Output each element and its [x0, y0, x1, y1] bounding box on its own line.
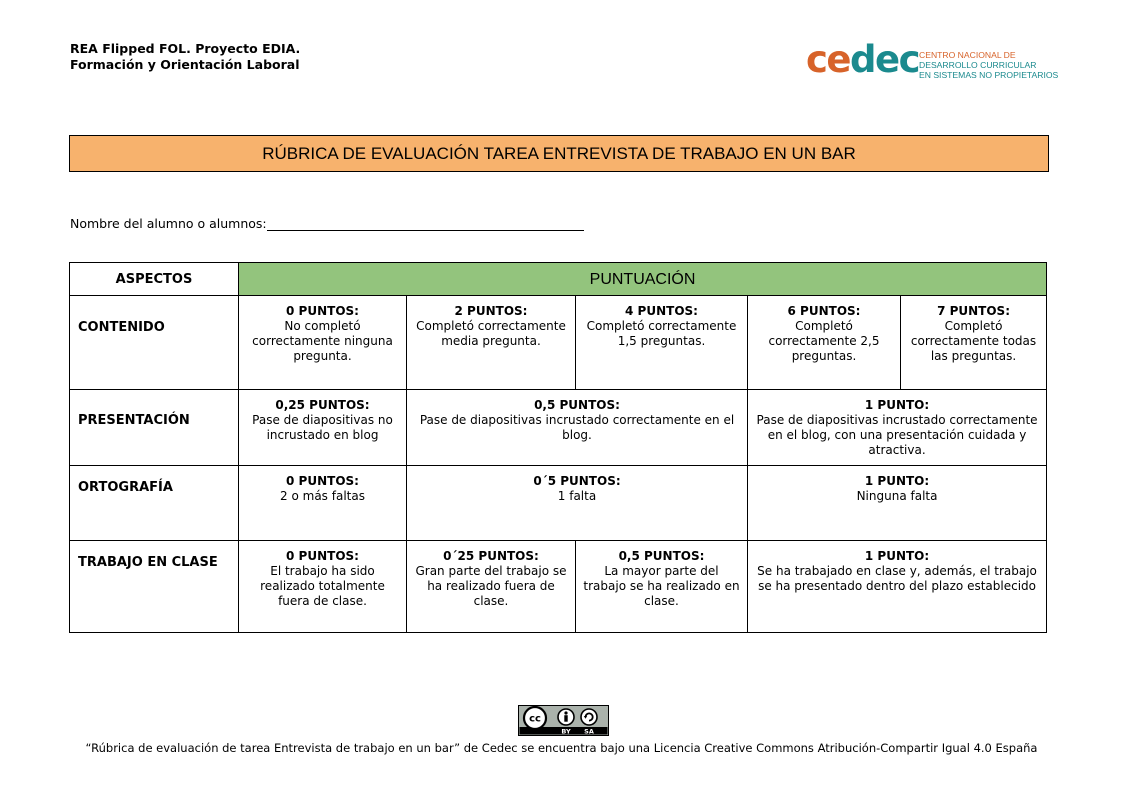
table-row-trabajo: [70, 541, 1047, 633]
score-header: PUNTUACIÓN: [239, 263, 1047, 296]
logo-caption-line-2: DESARROLLO CURRICULAR: [919, 60, 1037, 70]
score-cell: 0 PUNTOS: El trabajo ha sido realizado totalmente fuera de clase.: [239, 541, 407, 633]
score-cell: 0 PUNTOS: 2 o más faltas: [239, 466, 407, 541]
header-project-line: REA Flipped FOL. Proyecto EDIA.: [70, 41, 301, 56]
aspect-trabajo-en-clase: TRABAJO EN CLASE: [70, 541, 239, 633]
rubric-title: RÚBRICA DE EVALUACIÓN TAREA ENTREVISTA DE TRABAJO EN UN BAR: [69, 135, 1049, 172]
aspect-ortografia: ORTOGRAFÍA: [70, 466, 239, 541]
license-footer: “Rúbrica de evaluación de tarea Entrevista de trabajo en un bar” de Cedec se encuentra bajo una Licencia Creative Commons Atribución-Compartir Igual 4.0 España: [85, 741, 1038, 755]
cedec-logo: [806, 38, 1059, 81]
score-cell: 1 PUNTO: Se ha trabajado en clase y, además, el trabajo se ha presentado dentro del plazo establecido: [748, 541, 1047, 633]
table-row-presentacion: [70, 390, 1047, 466]
cedec-logo-wordmark: cedec: [806, 38, 920, 81]
document-header: [70, 41, 300, 73]
score-cell: 1 PUNTO: Ninguna falta: [748, 466, 1047, 541]
score-cell: 4 PUNTOS: Completó correctamente 1,5 preguntas.: [576, 296, 748, 390]
score-cell: 1 PUNTO: Pase de diapositivas incrustado correctamente en el blog, con una presentación cuidada y atractiva.: [748, 390, 1047, 466]
score-cell: 2 PUNTOS: Completó correctamente media pregunta.: [407, 296, 576, 390]
share-alike-icon: [581, 709, 597, 725]
table-header-row: [70, 263, 1047, 296]
logo-caption-line-1: CENTRO NACIONAL DE: [919, 50, 1016, 60]
student-name-label: Nombre del alumno o alumnos:: [70, 216, 267, 231]
aspect-presentacion: PRESENTACIÓN: [70, 390, 239, 466]
rubric-table: [69, 262, 1047, 633]
logo-caption-line-3: EN SISTEMAS NO PROPIETARIOS: [919, 70, 1059, 80]
score-cell: 0,5 PUNTOS: La mayor parte del trabajo se ha realizado en clase.: [576, 541, 748, 633]
table-row-ortografia: [70, 466, 1047, 541]
sa-label: SA: [584, 727, 594, 736]
score-cell: 0 PUNTOS: No completó correctamente ninguna pregunta.: [239, 296, 407, 390]
aspect-contenido: CONTENIDO: [70, 296, 239, 390]
cedec-logo-caption: [919, 50, 1058, 80]
student-name-blank-line: [267, 217, 584, 231]
score-cell: 0´25 PUNTOS: Gran parte del trabajo se ha realizado fuera de clase.: [407, 541, 576, 633]
by-label: BY: [561, 727, 571, 736]
aspects-header: ASPECTOS: [70, 263, 239, 296]
score-cell: 0´5 PUNTOS: 1 falta: [407, 466, 748, 541]
cc-icon-label: cc: [529, 713, 541, 725]
score-cell: 0,5 PUNTOS: Pase de diapositivas incrustado correctamente en el blog.: [407, 390, 748, 466]
score-cell: 7 PUNTOS: Completó correctamente todas las preguntas.: [901, 296, 1047, 390]
score-cell: 6 PUNTOS: Completó correctamente 2,5 preguntas.: [748, 296, 901, 390]
creative-commons-badge: [518, 705, 609, 736]
header-subject-line: Formación y Orientación Laboral: [70, 57, 300, 72]
student-name-field: [70, 216, 584, 231]
table-row-contenido: [70, 296, 1047, 390]
score-cell: 0,25 PUNTOS: Pase de diapositivas no incrustado en blog: [239, 390, 407, 466]
